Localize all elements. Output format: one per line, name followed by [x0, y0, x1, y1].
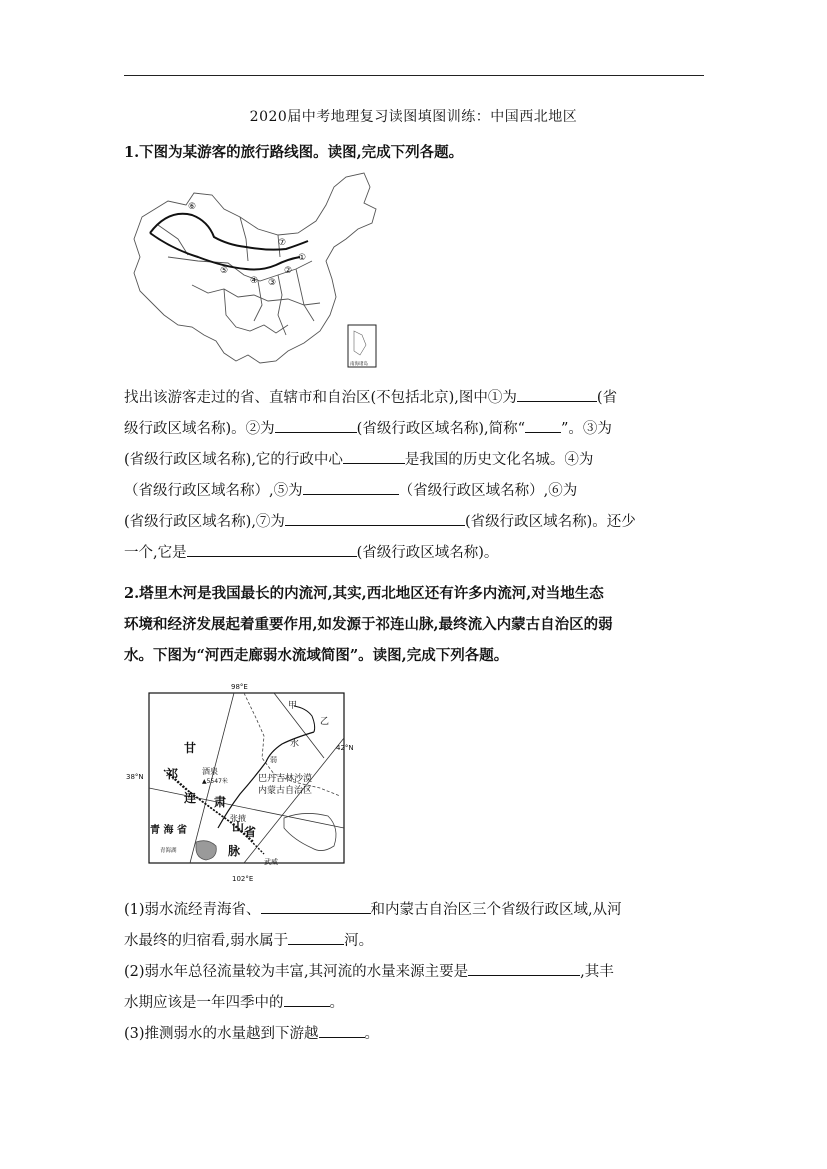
question-1-intro: 1.下图为某游客的旅行路线图。读图,完成下列各题。 [124, 144, 464, 161]
label-qi: 祁 [166, 767, 179, 781]
route-marker-3: ③ [268, 278, 277, 288]
label-shui: 水 [290, 739, 300, 749]
label-qinghai-lake: 青海湖 [160, 848, 177, 854]
label-zhangye: 张掖 [230, 814, 246, 823]
q1-line-6: 一个,它是 (省级行政区域名称)。 [124, 538, 714, 569]
label-desert: 巴丹吉林沙漠 [258, 774, 313, 784]
q1-line-1: 找出该游客走过的省、直辖市和自治区(不包括北京),图中①为 (省 [124, 383, 714, 414]
label-ruo: 弱 [270, 756, 277, 764]
q1-line-5: (省级行政区域名称),⑦为 (省级行政区域名称)。还少 [124, 507, 714, 538]
q2-sub3-line-1: (3)推测弱水的水量越到下游越 。 [124, 1019, 714, 1050]
label-su: 肃 [214, 795, 227, 809]
lat-42-label: 42°N [336, 744, 354, 752]
ruoshui-basin-map [126, 678, 354, 883]
label-jia: 甲 [288, 701, 298, 711]
blank-5[interactable] [303, 478, 399, 495]
label-sheng: 省 [244, 825, 257, 839]
blank-1[interactable] [517, 385, 597, 402]
header-rule [124, 75, 704, 76]
q2-sub1-line-2: 水最终的归宿看,弱水属于 河。 [124, 926, 714, 957]
label-wuwei: 武威 [264, 858, 278, 866]
lon-102-label: 102°E [232, 875, 254, 883]
label-shan: 山 [232, 820, 245, 834]
blank-river-type[interactable] [288, 928, 344, 945]
blank-2[interactable] [275, 416, 357, 433]
route-marker-2: ② [284, 266, 293, 276]
blank-3-capital[interactable] [343, 447, 405, 464]
lon-98-label: 98°E [231, 683, 248, 691]
route-marker-7: ⑦ [278, 238, 287, 248]
route-marker-4: ④ [250, 276, 259, 286]
q1-line-2: 级行政区域名称)。②为 (省级行政区域名称),简称“ ”。③为 [124, 414, 714, 445]
label-gan: 甘 [184, 741, 197, 755]
blank-downstream[interactable] [319, 1021, 365, 1038]
q1-line-3: (省级行政区域名称),它的行政中心 是我国的历史文化名城。④为 [124, 445, 714, 476]
q2-sub2-line-2: 水期应该是一年四季中的 。 [124, 988, 714, 1019]
blank-season[interactable] [284, 990, 330, 1007]
label-yi: 乙 [320, 717, 330, 727]
label-peak: ▲5547米 [202, 778, 228, 785]
route-marker-1: ① [298, 253, 307, 263]
page-title: 2020届中考地理复习读图填图训练：中国西北地区 [249, 109, 578, 125]
route-marker-6: ⑥ [188, 202, 197, 212]
lat-38-label: 38°N [126, 773, 144, 781]
q2-sub2-line-1: (2)弱水年总径流量较为丰富,其河流的水量来源主要是 ,其丰 [124, 957, 714, 988]
blank-province[interactable] [261, 897, 371, 914]
blank-abbr[interactable] [525, 416, 561, 433]
label-jiuquan: 酒泉 [202, 767, 218, 776]
south-china-sea-inset [348, 325, 376, 367]
q2-sub1-line-1: (1)弱水流经青海省、 和内蒙古自治区三个省级行政区域,从河 [124, 895, 714, 926]
blank-water-source[interactable] [468, 959, 580, 976]
q1-line-4: （省级行政区域名称）,⑤为 （省级行政区域名称）,⑥为 [124, 476, 714, 507]
question-2-line-2: 环境和经济发展起着重要作用,如发源于祁连山脉,最终流入内蒙古自治区的弱 [124, 616, 613, 633]
china-route-map [128, 165, 382, 375]
question-2-line-3: 水。下图为“河西走廊弱水流域简图”。读图,完成下列各题。 [124, 647, 509, 664]
svg-text:南海诸岛: 南海诸岛 [350, 362, 368, 367]
label-qinghai-province: 青 海 省 [150, 825, 187, 836]
blank-7[interactable] [285, 509, 465, 526]
question-2-line-1: 2.塔里木河是我国最长的内流河,其实,西北地区还有许多内流河,对当地生态 [124, 585, 604, 602]
blank-missing[interactable] [187, 540, 357, 557]
label-mai: 脉 [228, 844, 241, 858]
route-marker-5: ⑤ [220, 266, 229, 276]
label-lian: 连 [184, 791, 197, 805]
label-neimenggu: 内蒙古自治区 [258, 786, 313, 796]
